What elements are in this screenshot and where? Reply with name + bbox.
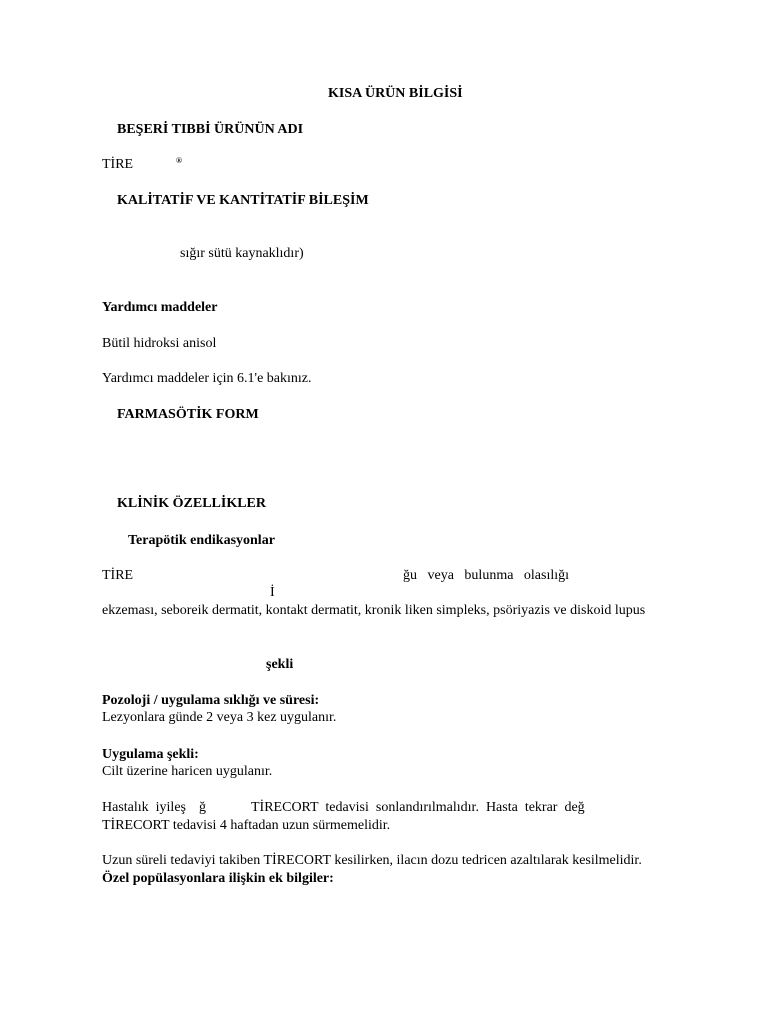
section-heading-composition: KALİTATİF VE KANTİTATİF BİLEŞİM (117, 193, 369, 208)
healing-line2: TİRECORT tedavisi 4 haftadan uzun sürmemelidir. (102, 818, 391, 833)
healing-line1-c: TİRECORT tedavisi sonlandırılmalıdır. Hasta tekrar değ (251, 800, 585, 815)
indications-line1-start: TİRE (102, 568, 134, 583)
registered-mark: ® (176, 156, 182, 165)
longterm-text: Uzun süreli tedaviyi takiben TİRECORT kesilirken, ilacın dozu tedricen azaltılarak kesilmelidir. (102, 853, 642, 868)
product-name: TİRE (102, 157, 134, 172)
source-note: sığır sütü kaynaklıdır) (180, 246, 304, 261)
posology-text: Lezyonlara günde 2 veya 3 kez uygulanır. (102, 710, 337, 725)
dosage-heading-fragment: şekli (266, 657, 294, 672)
section-heading-clinical: KLİNİK ÖZELLİKLER (117, 496, 266, 511)
section-heading-pharmaceutical-form: FARMASÖTİK FORM (117, 407, 259, 422)
document-title: KISA ÜRÜN BİLGİSİ (328, 86, 463, 101)
route-heading: Uygulama şekli: (102, 747, 199, 762)
special-populations-heading: Özel popülasyonlara ilişkin ek bilgiler: (102, 871, 334, 886)
excipient-item: Bütil hidroksi anisol (102, 336, 217, 351)
posology-heading: Pozoloji / uygulama sıklığı ve süresi: (102, 693, 320, 708)
route-text: Cilt üzerine haricen uygulanır. (102, 764, 273, 779)
healing-line1-a: Hastalık iyileş (102, 800, 186, 815)
indications-line1-end: ğu veya bulunma olasılığı (403, 568, 570, 583)
excipients-heading: Yardımcı maddeler (102, 300, 218, 315)
section-heading-product-name: BEŞERİ TIBBİ ÜRÜNÜN ADI (117, 122, 304, 137)
indications-line3: ekzeması, seboreik dermatit, kontakt dermatit, kronik liken simpleks, psöriyazis ve diskoid lupus (102, 603, 646, 618)
healing-line1-b: ğ (199, 800, 206, 815)
indications-line2-fragment: İ (270, 585, 275, 600)
indications-heading: Terapötik endikasyonlar (128, 533, 275, 548)
excipients-reference: Yardımcı maddeler için 6.1'e bakınız. (102, 371, 312, 386)
